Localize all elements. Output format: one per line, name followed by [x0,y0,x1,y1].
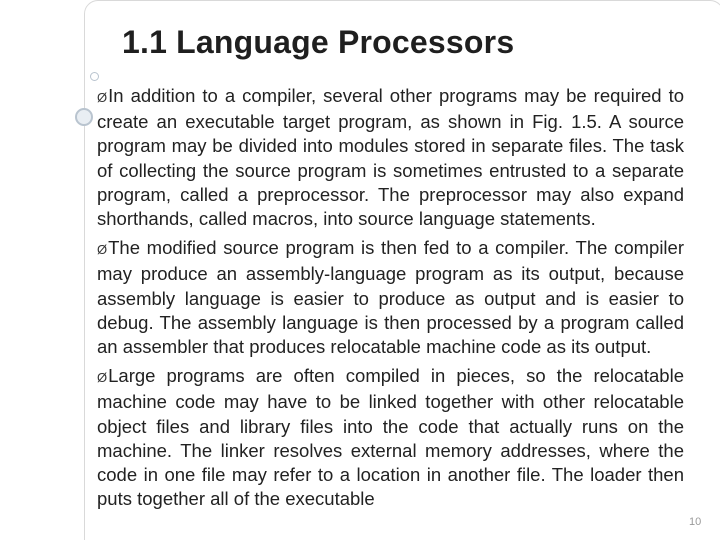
page-number: 10 [689,516,702,528]
slide-body [97,84,684,516]
arrowhead-bullet-icon: Ø [97,242,108,258]
arrowhead-bullet-icon: Ø [97,370,108,386]
decorative-ring-small-icon [90,72,99,81]
bullet-text: Large programs are often compiled in pieces, so the relocatable machine code may have to be linked together with other relocatable object files and library files into the code that actually runs on the machine. The linker resolves external memory addresses, where the code in one file may refer to a location in another file. The loader then puts together all of the executable [97,365,684,510]
bullet-item-3 [97,364,684,511]
bullet-text: In addition to a compiler, several other programs may be required to create an executable target program, as shown in Fig. 1.5. A source program may be divided into modules stored in separate files. The task of collecting the source program is sometimes entrusted to a separate program, called a preprocessor. The preprocessor may also expand shorthands, called macros, into source language statements. [97,85,684,230]
bullet-item-1 [97,84,684,231]
bullet-item-2 [97,236,684,359]
slide-title: 1.1 Language Processors [122,24,515,60]
arrowhead-bullet-icon: Ø [97,90,108,105]
decorative-ring-large-icon [75,108,93,126]
bullet-text: The modified source program is then fed to a compiler. The compiler may produce an assembly-language program as its output, because assembly language is easier to produce as output and is easier to debug. The assembly language is then processed by a program called an assembler that produces relocatable machine code as its output. [97,237,684,358]
